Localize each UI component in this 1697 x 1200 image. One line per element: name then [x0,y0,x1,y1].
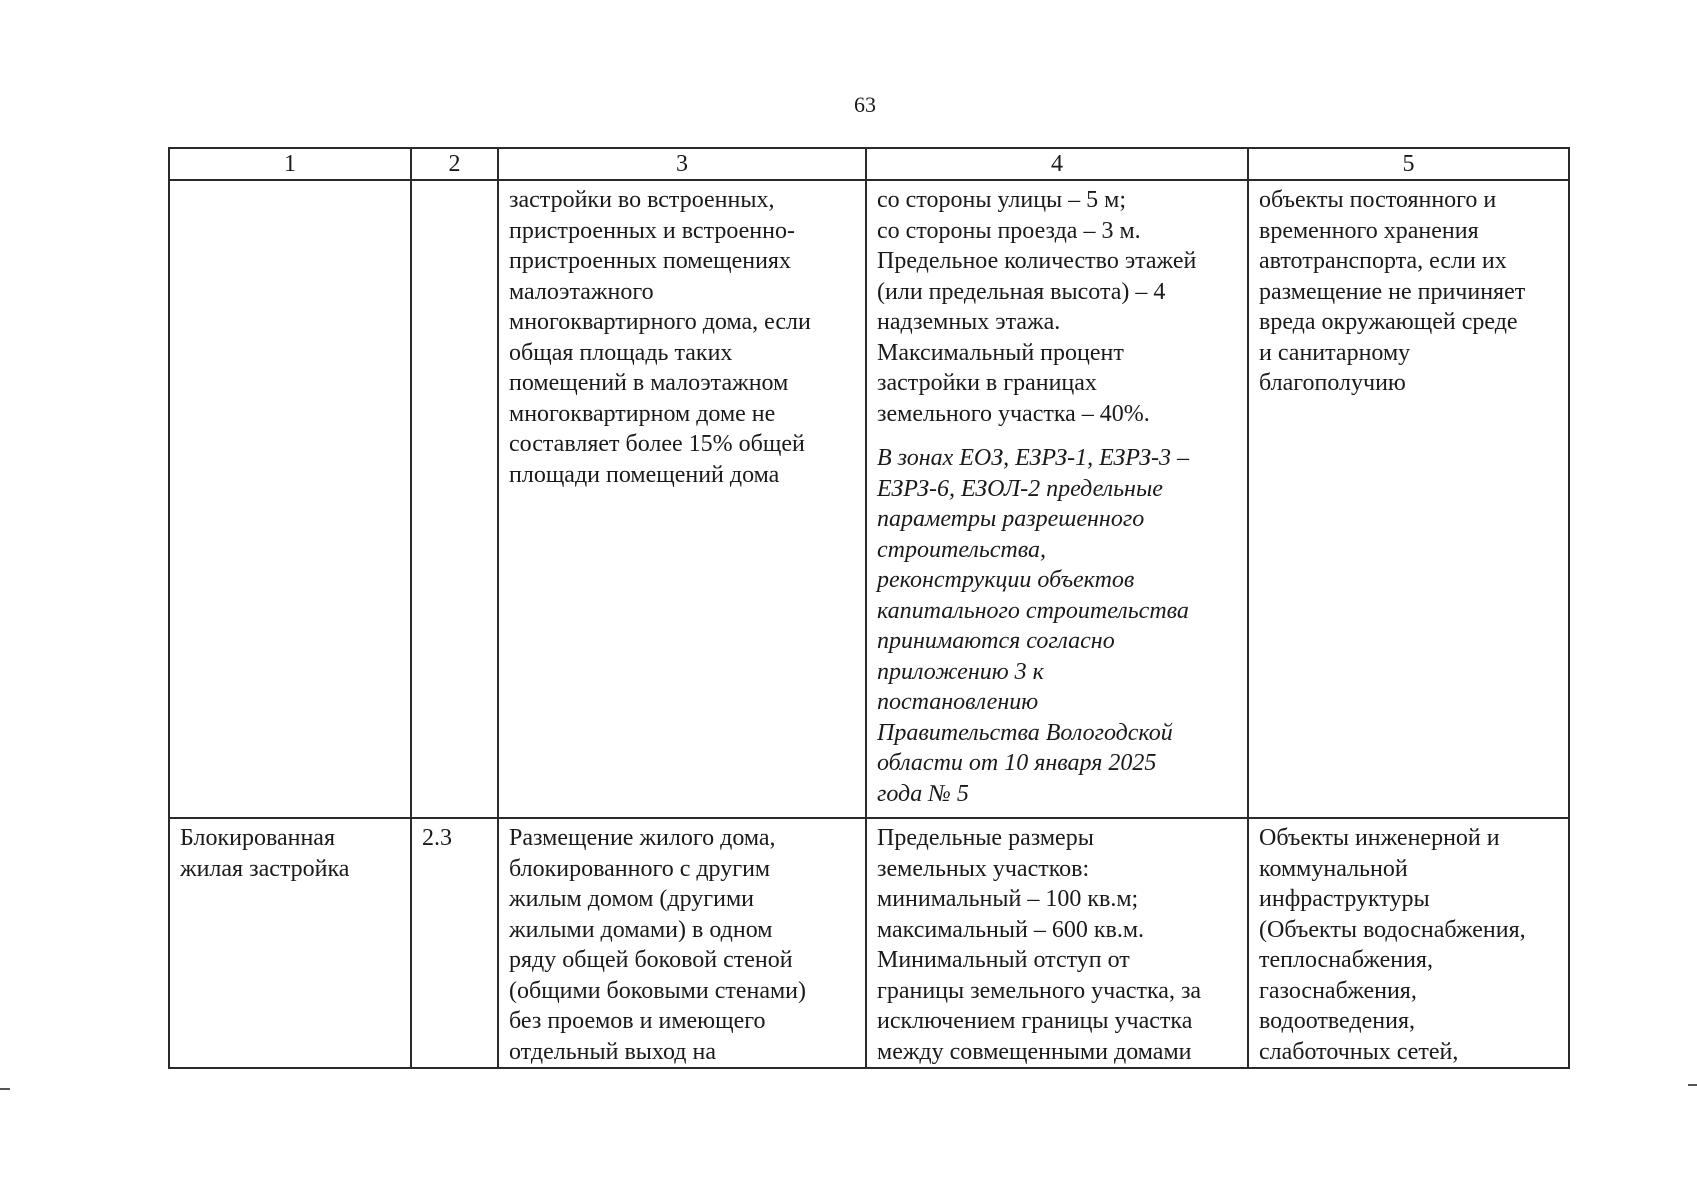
text-line: инфраструктуры [1259,886,1430,912]
text-line: капитального строительства [877,597,1189,624]
text-line: жилая застройка [180,855,350,882]
text-line: газоснабжения, [1259,977,1417,1004]
text-line: пристроенных и встроенно- [509,217,795,244]
page-number: 63 [854,92,876,117]
text-line: принимаются согласно [877,628,1115,654]
text-line: минимальный – 100 кв.м; [877,886,1139,912]
table-row [169,818,1569,1068]
cell-auxiliary-uses [1248,180,1569,818]
text-line: малоэтажного [509,278,654,305]
parameters-note [877,443,1237,809]
text-line: со стороны проезда – 3 м. [877,217,1141,244]
text-line: области от 10 января 2025 [877,750,1157,776]
text-line: (Объекты водоснабжения, [1259,916,1526,943]
text-line: реконструкции объектов [877,567,1135,593]
text-line: слаботочных сетей, [1259,1038,1459,1065]
header-col-1: 1 [169,148,411,180]
table-row [169,180,1569,818]
text-line: благополучию [1259,370,1406,396]
text-line: временного хранения [1259,217,1479,244]
text-line: между совмещенными домами [877,1038,1192,1065]
text-line: параметры разрешенного [877,506,1145,532]
text-line: помещений в малоэтажном [509,370,789,396]
text-line: Предельное количество этажей [877,248,1197,274]
cell-use-description [498,180,866,818]
cell-use-code [411,818,498,1068]
scan-margin-mark [0,1088,10,1090]
text-line: жилым домом (другими [509,886,754,912]
text-line: общая площадь таких [509,339,733,366]
text-line: земельных участков: [877,855,1090,882]
text-line: максимальный – 600 кв.м. [877,916,1145,943]
cell-use-code [411,180,498,818]
text-line: Максимальный процент [877,339,1124,366]
scan-margin-mark [1688,1084,1697,1086]
text-line: отдельный выход на [509,1038,717,1065]
regulations-table [168,147,1570,1069]
text-line: надземных этажа. [877,309,1061,335]
text-line: застройки во встроенных, [509,187,775,213]
text-line: исключением границы участка [877,1008,1193,1034]
cell-auxiliary-uses [1248,818,1569,1068]
parameters-text [877,823,1237,1067]
text-line: теплоснабжения, [1259,947,1433,973]
text-line: блокированного с другим [509,855,771,882]
text-line: со стороны улицы – 5 м; [877,187,1127,213]
table-header-row [169,148,1569,180]
text-line: Минимальный отступ от [877,947,1130,973]
text-line: года № 5 [877,780,969,807]
parameters-text [877,185,1237,429]
header-col-3: 3 [498,148,866,180]
text-line: вреда окружающей среде [1259,309,1518,335]
text-line: автотранспорта, если их [1259,248,1507,274]
header-col-2: 2 [411,148,498,180]
text-line: застройки в границах [877,370,1097,396]
text-line: 2.3 [422,825,452,851]
text-line: составляет более 15% общей [509,431,805,457]
text-line: земельного участка – 40%. [877,400,1150,427]
text-line: коммунальной [1259,855,1408,882]
text-line: объекты постоянного и [1259,187,1497,213]
text-line: границы земельного участка, за [877,977,1202,1004]
text-line: Предельные размеры [877,825,1094,851]
header-col-5: 5 [1248,148,1569,180]
text-line: пристроенных помещениях [509,248,791,274]
text-line: и санитарному [1259,339,1411,366]
cell-parameters [866,180,1248,818]
text-line: Блокированная [180,825,335,851]
text-line: размещение не причиняет [1259,278,1526,305]
text-line: ЕЗРЗ-6, ЕЗОЛ-2 предельные [877,475,1163,502]
text-line: многоквартирного дома, если [509,309,811,335]
text-line: жилыми домами) в одном [509,916,773,943]
text-line: Объекты инженерной и [1259,825,1500,851]
text-line: строительства, [877,536,1046,563]
text-line: Размещение жилого дома, [509,825,776,851]
cell-use-name [169,818,411,1068]
text-line: (или предельная высота) – 4 [877,278,1166,305]
text-line: площади помещений дома [509,461,780,488]
text-line: Правительства Вологодской [877,719,1173,746]
text-line: В зонах ЕОЗ, ЕЗРЗ-1, ЕЗРЗ-3 – [877,445,1190,471]
text-line: без проемов и имеющего [509,1008,766,1034]
cell-parameters [866,818,1248,1068]
header-col-4: 4 [866,148,1248,180]
text-line: водоотведения, [1259,1008,1415,1034]
text-line: (общими боковыми стенами) [509,977,807,1004]
cell-use-name [169,180,411,818]
text-line: ряду общей боковой стеной [509,947,793,973]
text-line: приложению 3 к [877,658,1044,685]
text-line: постановлению [877,689,1039,715]
text-line: многоквартирном доме не [509,400,776,427]
cell-use-description [498,818,866,1068]
